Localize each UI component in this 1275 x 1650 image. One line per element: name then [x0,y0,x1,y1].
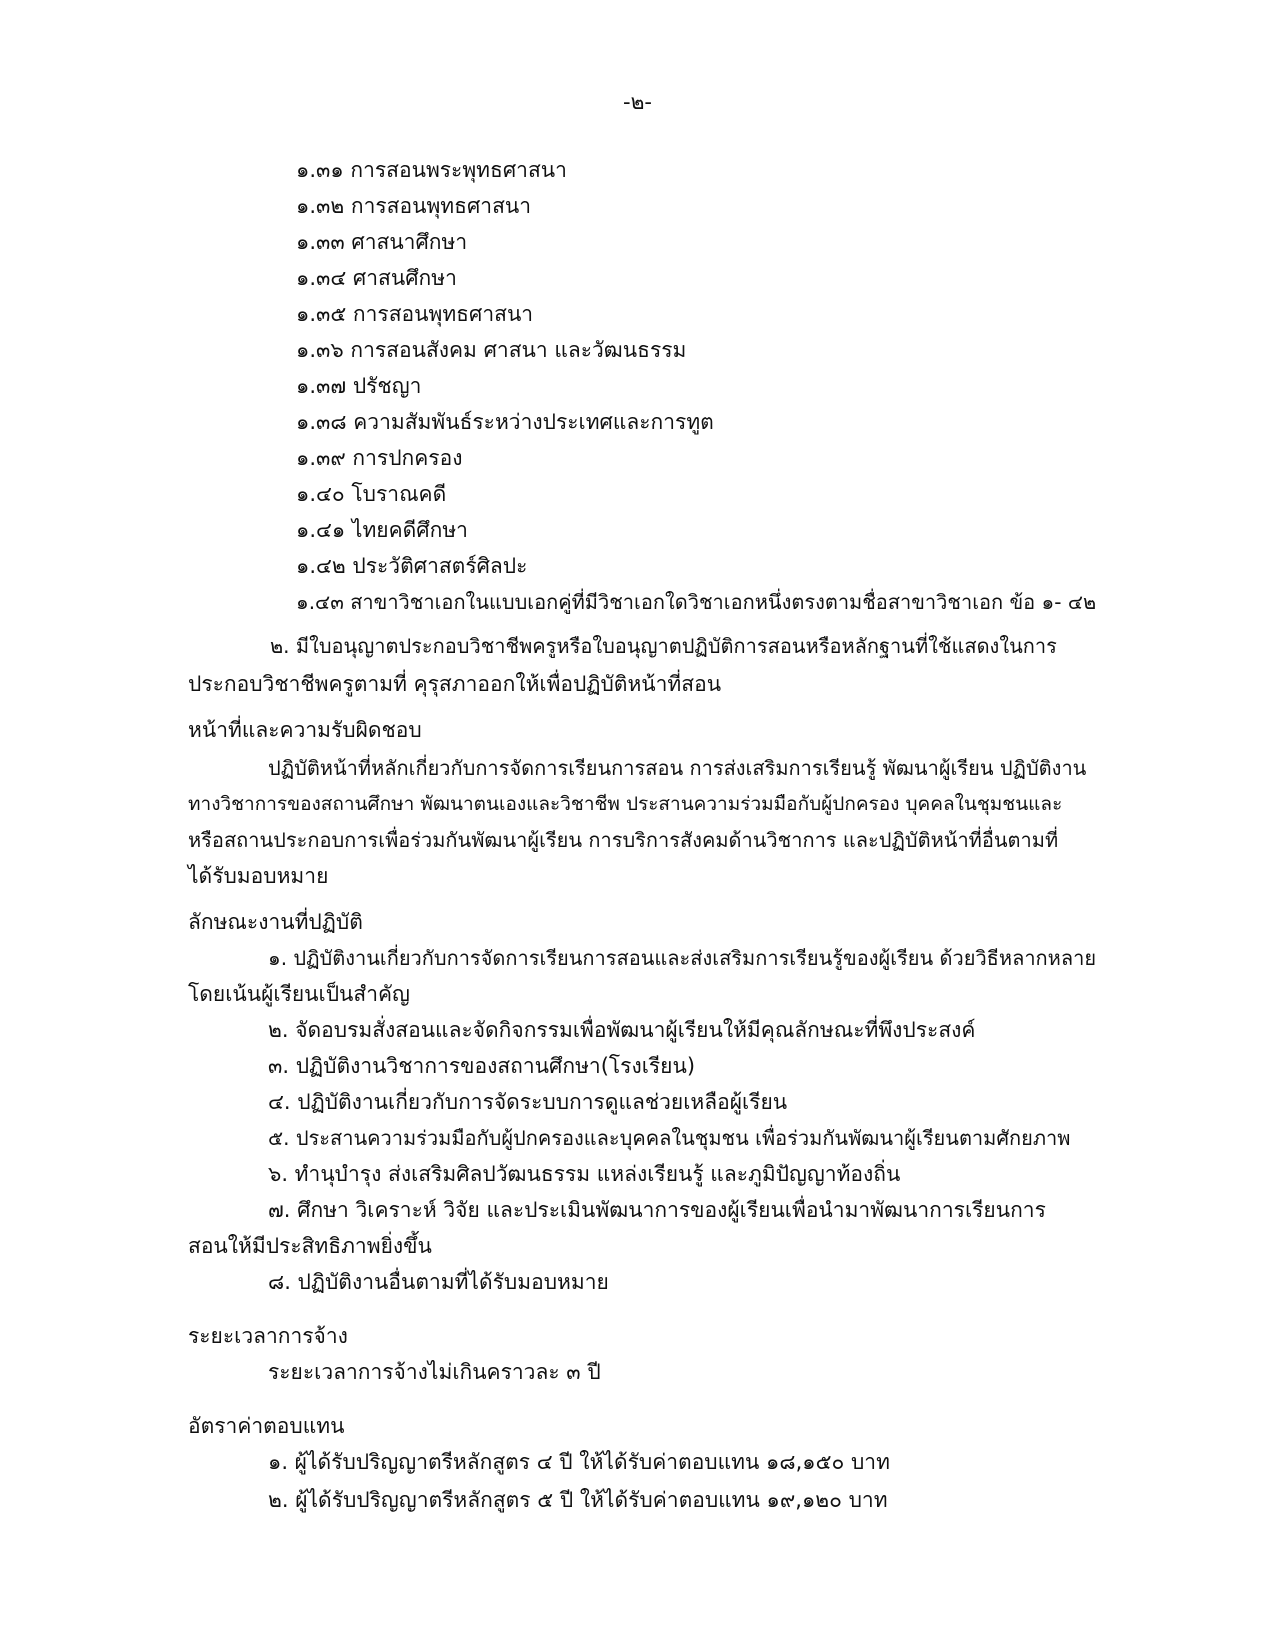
major-item: ๑.๓๕ การสอนพุทธศาสนา [296,302,534,326]
duties-heading: หน้าที่และความรับผิดชอบ [188,718,422,742]
duties-line: ได้รับมอบหมาย [188,864,329,888]
page-number: -๒- [623,90,652,114]
qualification-line: ประกอบวิชาชีพครูตามที่ คุรุสภาออกให้เพื่อปฏิบัติหน้าที่สอน [188,672,722,696]
major-item: ๑.๔๒ ประวัติศาสตร์ศิลปะ [296,554,528,578]
major-item: ๑.๓๖ การสอนสังคม ศาสนา และวัฒนธรรม [296,338,687,362]
work-nature-line: ๑. ปฏิบัติงานเกี่ยวกับการจัดการเรียนการสอนและส่งเสริมการเรียนรู้ของผู้เรียน ด้วยวิธีหลากหลาย [268,946,1097,970]
duties-line: ทางวิชาการของสถานศึกษา พัฒนาตนเองและวิชาชีพ ประสานความร่วมมือกับผู้ปกครอง บุคคลในชุมชนและ [188,793,1063,815]
compensation-line: ๑. ผู้ได้รับปริญญาตรีหลักสูตร ๔ ปี ให้ได้รับค่าตอบแทน ๑๘,๑๕๐ บาท [268,1450,890,1474]
compensation-line: ๒. ผู้ได้รับปริญญาตรีหลักสูตร ๕ ปี ให้ได้รับค่าตอบแทน ๑๙,๑๒๐ บาท [268,1488,888,1512]
work-nature-line: โดยเน้นผู้เรียนเป็นสำคัญ [188,982,410,1006]
work-nature-line: ๘. ปฏิบัติงานอื่นตามที่ได้รับมอบหมาย [268,1270,609,1294]
compensation-heading: อัตราค่าตอบแทน [188,1414,345,1438]
work-nature-line: ๕. ประสานความร่วมมือกับผู้ปกครองและบุคคลในชุมชน เพื่อร่วมกันพัฒนาผู้เรียนตามศักยภาพ [268,1126,1071,1150]
work-nature-line: ๖. ทำนุบำรุง ส่งเสริมศิลปวัฒนธรรม แหล่งเรียนรู้ และภูมิปัญญาท้องถิ่น [268,1162,901,1186]
employment-period-text: ระยะเวลาการจ้างไม่เกินคราวละ ๓ ปี [268,1360,601,1384]
duties-line: ปฏิบัติหน้าที่หลักเกี่ยวกับการจัดการเรียนการสอน การส่งเสริมการเรียนรู้ พัฒนาผู้เรียน ปฏิบัติงาน [268,756,1087,780]
major-item: ๑.๓๘ ความสัมพันธ์ระหว่างประเทศและการทูต [296,410,714,434]
duties-line: หรือสถานประกอบการเพื่อร่วมกันพัฒนาผู้เรียน การบริการสังคมด้านวิชาการ และปฏิบัติหน้าที่อื่นตามที่ [188,828,1059,852]
work-nature-line: ๔. ปฏิบัติงานเกี่ยวกับการจัดระบบการดูแลช่วยเหลือผู้เรียน [268,1090,788,1114]
work-nature-heading: ลักษณะงานที่ปฏิบัติ [188,910,363,934]
work-nature-line: สอนให้มีประสิทธิภาพยิ่งขึ้น [188,1234,432,1258]
major-item: ๑.๓๗ ปรัชญา [296,374,422,398]
major-item: ๑.๓๙ การปกครอง [296,446,463,470]
major-item: ๑.๓๒ การสอนพุทธศาสนา [296,194,532,218]
major-item: ๑.๔๐ โบราณคดี [296,482,447,506]
major-item: ๑.๔๑ ไทยคดีศึกษา [296,518,468,542]
qualification-line: ๒. มีใบอนุญาตประกอบวิชาชีพครูหรือใบอนุญาตปฏิบัติการสอนหรือหลักฐานที่ใช้แสดงในการ [270,634,1057,658]
work-nature-line: ๗. ศึกษา วิเคราะห์ วิจัย และประเมินพัฒนาการของผู้เรียนเพื่อนำมาพัฒนาการเรียนการ [268,1198,1046,1222]
employment-period-heading: ระยะเวลาการจ้าง [188,1324,348,1348]
work-nature-line: ๓. ปฏิบัติงานวิชาการของสถานศึกษา(โรงเรียน) [268,1054,696,1078]
major-item: ๑.๓๓ ศาสนาศึกษา [296,230,468,254]
major-item: ๑.๓๔ ศาสนศึกษา [296,266,457,290]
major-item: ๑.๔๓ สาขาวิชาเอกในแบบเอกคู่ที่มีวิชาเอกใดวิชาเอกหนึ่งตรงตามชื่อสาขาวิชาเอก ข้อ ๑- ๔๒ [296,590,1097,614]
work-nature-line: ๒. จัดอบรมสั่งสอนและจัดกิจกรรมเพื่อพัฒนาผู้เรียนให้มีคุณลักษณะที่พึงประสงค์ [268,1018,976,1042]
major-item: ๑.๓๑ การสอนพระพุทธศาสนา [296,158,567,182]
